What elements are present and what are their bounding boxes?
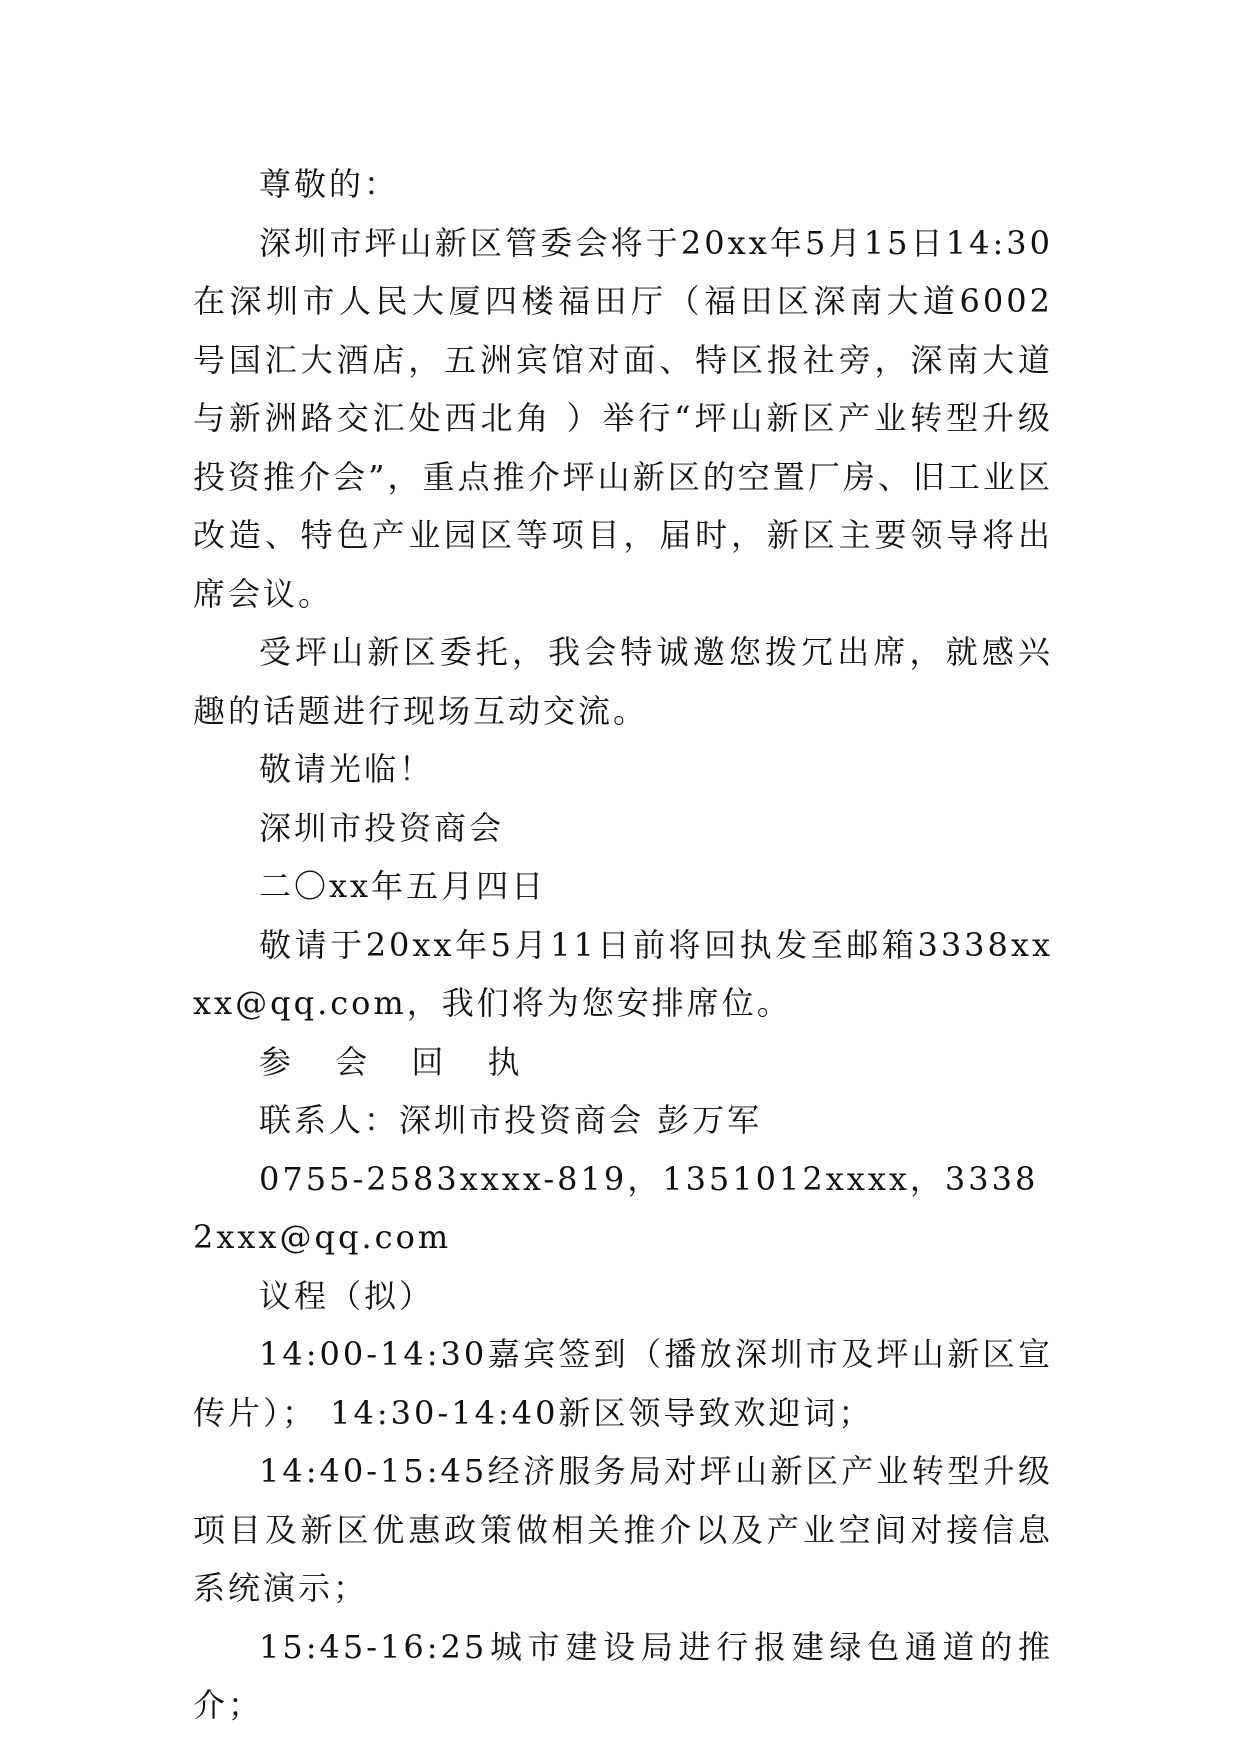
sender-name: 深圳市投资商会 [259,808,505,847]
letter-body [193,155,1053,1735]
letter-date: 二〇xx年五月四日 [259,867,547,905]
agenda-item: 14:40-15:45经济服务局对坪山新区产业转型升级项目及新区优惠政策做相关推介以及产业空间对接信息系统演示； [193,1452,1053,1607]
greeting: 尊敬的： [259,165,400,203]
contact-info: 0755-2583xxxx-819，1351012xxxx，33382xxx@qq.com [193,1159,1039,1256]
agenda-item: 15:45-16:25城市建设局进行报建绿色通道的推介； [193,1627,1053,1724]
agenda-heading: 议程（拟） [259,1276,435,1315]
invitation-paragraph: 深圳市坪山新区管委会将于20xx年5月15日14:30在深圳市人民大厦四楼福田厅（福田区深南大道6002号国汇大酒店，五洲宾馆对面、特区报社旁，深南大道与新洲路交汇处西北角 ）举行“坪山新区产业转型升级投资推介会”，重点推介坪山新区的空置厂房、旧工业区改造、特色产业园区等项目，届时，新区主要领导将出席会议。 [193,223,1053,613]
closing-line: 敬请光临！ [259,750,435,788]
contact-person: 联系人：深圳市投资商会 彭万军 [259,1101,763,1139]
invitation-paragraph-2: 受坪山新区委托，我会特诚邀您拨冗出席，就感兴趣的话题进行现场互动交流。 [193,633,1053,730]
agenda-item: 14:00-14:30嘉宾签到（播放深圳市及坪山新区宣传片）； 14:30-14:40新区领导致欢迎词； [193,1335,1053,1432]
reply-heading: 参 会 回 执 [259,1042,537,1081]
reply-instruction: 敬请于20xx年5月11日前将回执发至邮箱3338xxxx@qq.com，我们将为您安排席位。 [193,925,1053,1022]
